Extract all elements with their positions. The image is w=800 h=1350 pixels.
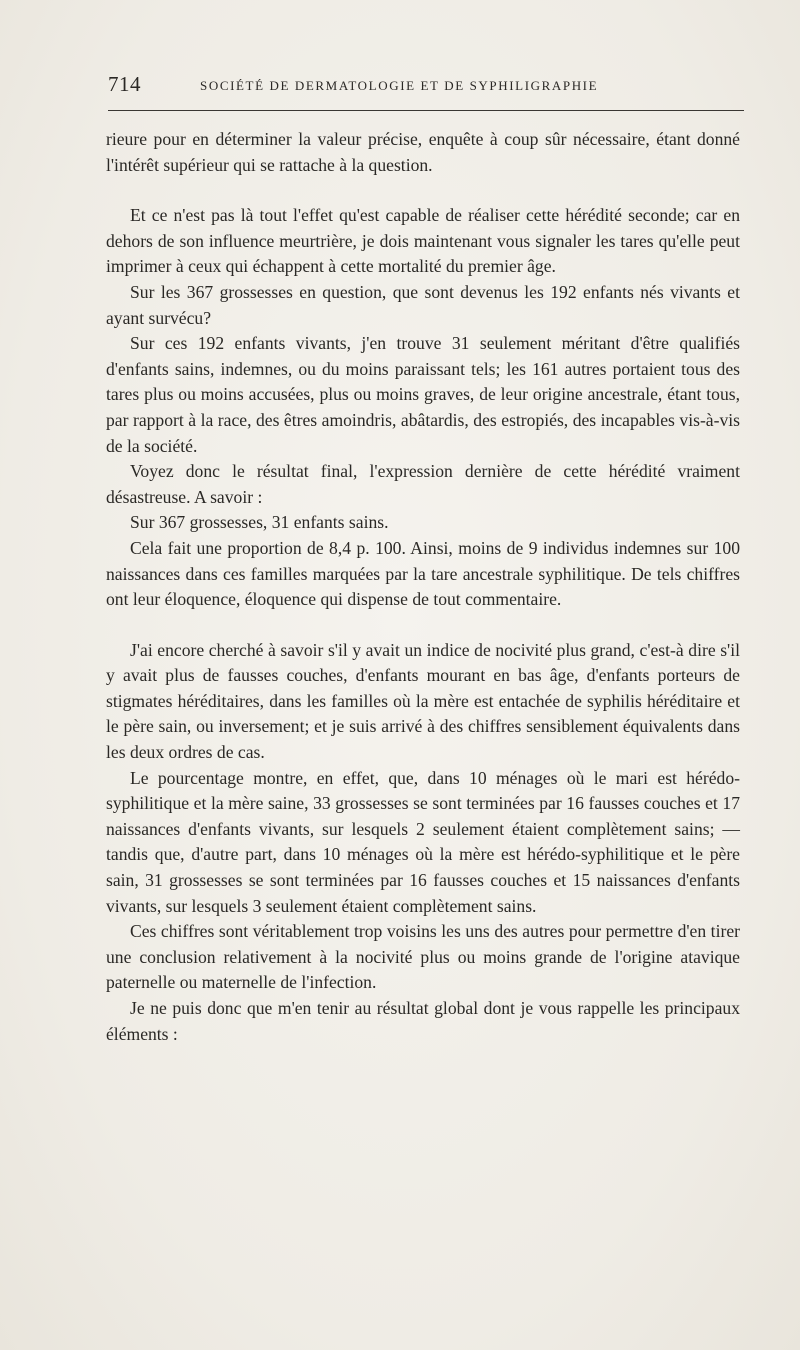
page-number: 714	[108, 72, 141, 96]
body-text	[106, 127, 740, 1047]
paragraph: Le pourcentage montre, en effet, que, dans 10 ménages où le mari est hérédo-syphilitique et la mère saine, 33 grossesses se sont terminées par 16 fausses couches et 17 naissances d'enfants vivants, sur lesquels 2 seulement étaient complètement sains; — tandis que, d'autre part, dans 10 ménages où la mère est hérédo-syphilitique et le père sain, 31 grossesses se sont terminées par 16 fausses couches et 15 naissances d'enfants vivants, sur lesquels 3 seulement étaient complètement sains.	[106, 767, 740, 916]
header-rule	[108, 110, 744, 111]
paragraph: Et ce n'est pas là tout l'effet qu'est capable de réaliser cette hérédité seconde; car en dehors de son influence meurtrière, je dois maintenant vous signaler les tares qu'elle peut imprimer à ceux qui échappent à cette mortalité du premier âge.	[106, 205, 740, 277]
paragraph: Sur les 367 grossesses en question, que sont devenus les 192 enfants nés vivants et ayant survécu?	[106, 281, 740, 328]
paragraph-continuation: rieure pour en déterminer la valeur précise, enquête à coup sûr nécessaire, étant donné l'intérêt supérieur qui se rattache à la question.	[106, 129, 740, 175]
paragraph: J'ai encore cherché à savoir s'il y avait un indice de nocivité plus grand, c'est-à dire s'il y avait plus de fausses couches, d'enfants mourant en bas âge, d'enfants porteurs de stigmates héréditaires, dans les familles où la mère est entachée de syphilis héréditaire et le père sain, ou inversement; et je suis arrivé à des chiffres sensiblement équivalents dans les deux ordres de cas.	[106, 639, 740, 763]
paragraph: Cela fait une proportion de 8,4 p. 100. Ainsi, moins de 9 individus indemnes sur 100 naissances dans ces familles marquées par la tare ancestrale syphilitique. De tels chiffres ont leur éloquence, éloquence qui dispense de tout commentaire.	[106, 537, 740, 610]
paragraph: Je ne puis donc que m'en tenir au résultat global dont je vous rappelle les principaux éléments :	[106, 998, 740, 1044]
running-header	[108, 72, 744, 102]
paragraph: Ces chiffres sont véritablement trop voisins les uns des autres pour permettre d'en tirer une conclusion relativement à la nocivité plus ou moins grande de l'origine atavique paternelle ou maternelle de l'infection.	[106, 921, 740, 993]
paragraph: Sur ces 192 enfants vivants, j'en trouve 31 seulement méritant d'être qualifiés d'enfants sains, indemnes, ou du moins paraissant tels; les 161 autres portaient tous des tares plus ou moins accusées, plus ou moins graves, de leur origine ancestrale, étant tous, par rapport à la race, des êtres amoindris, abâtardis, des estropiés, des incapables vis-à-vis de la société.	[106, 333, 740, 456]
paragraph: Voyez donc le résultat final, l'expression dernière de cette hérédité vraiment désastreuse. A savoir :	[106, 461, 740, 507]
running-title: SOCIÉTÉ DE DERMATOLOGIE ET DE SYPHILIGRAPHIE	[200, 78, 599, 93]
paragraph: Sur 367 grossesses, 31 enfants sains.	[130, 512, 389, 533]
